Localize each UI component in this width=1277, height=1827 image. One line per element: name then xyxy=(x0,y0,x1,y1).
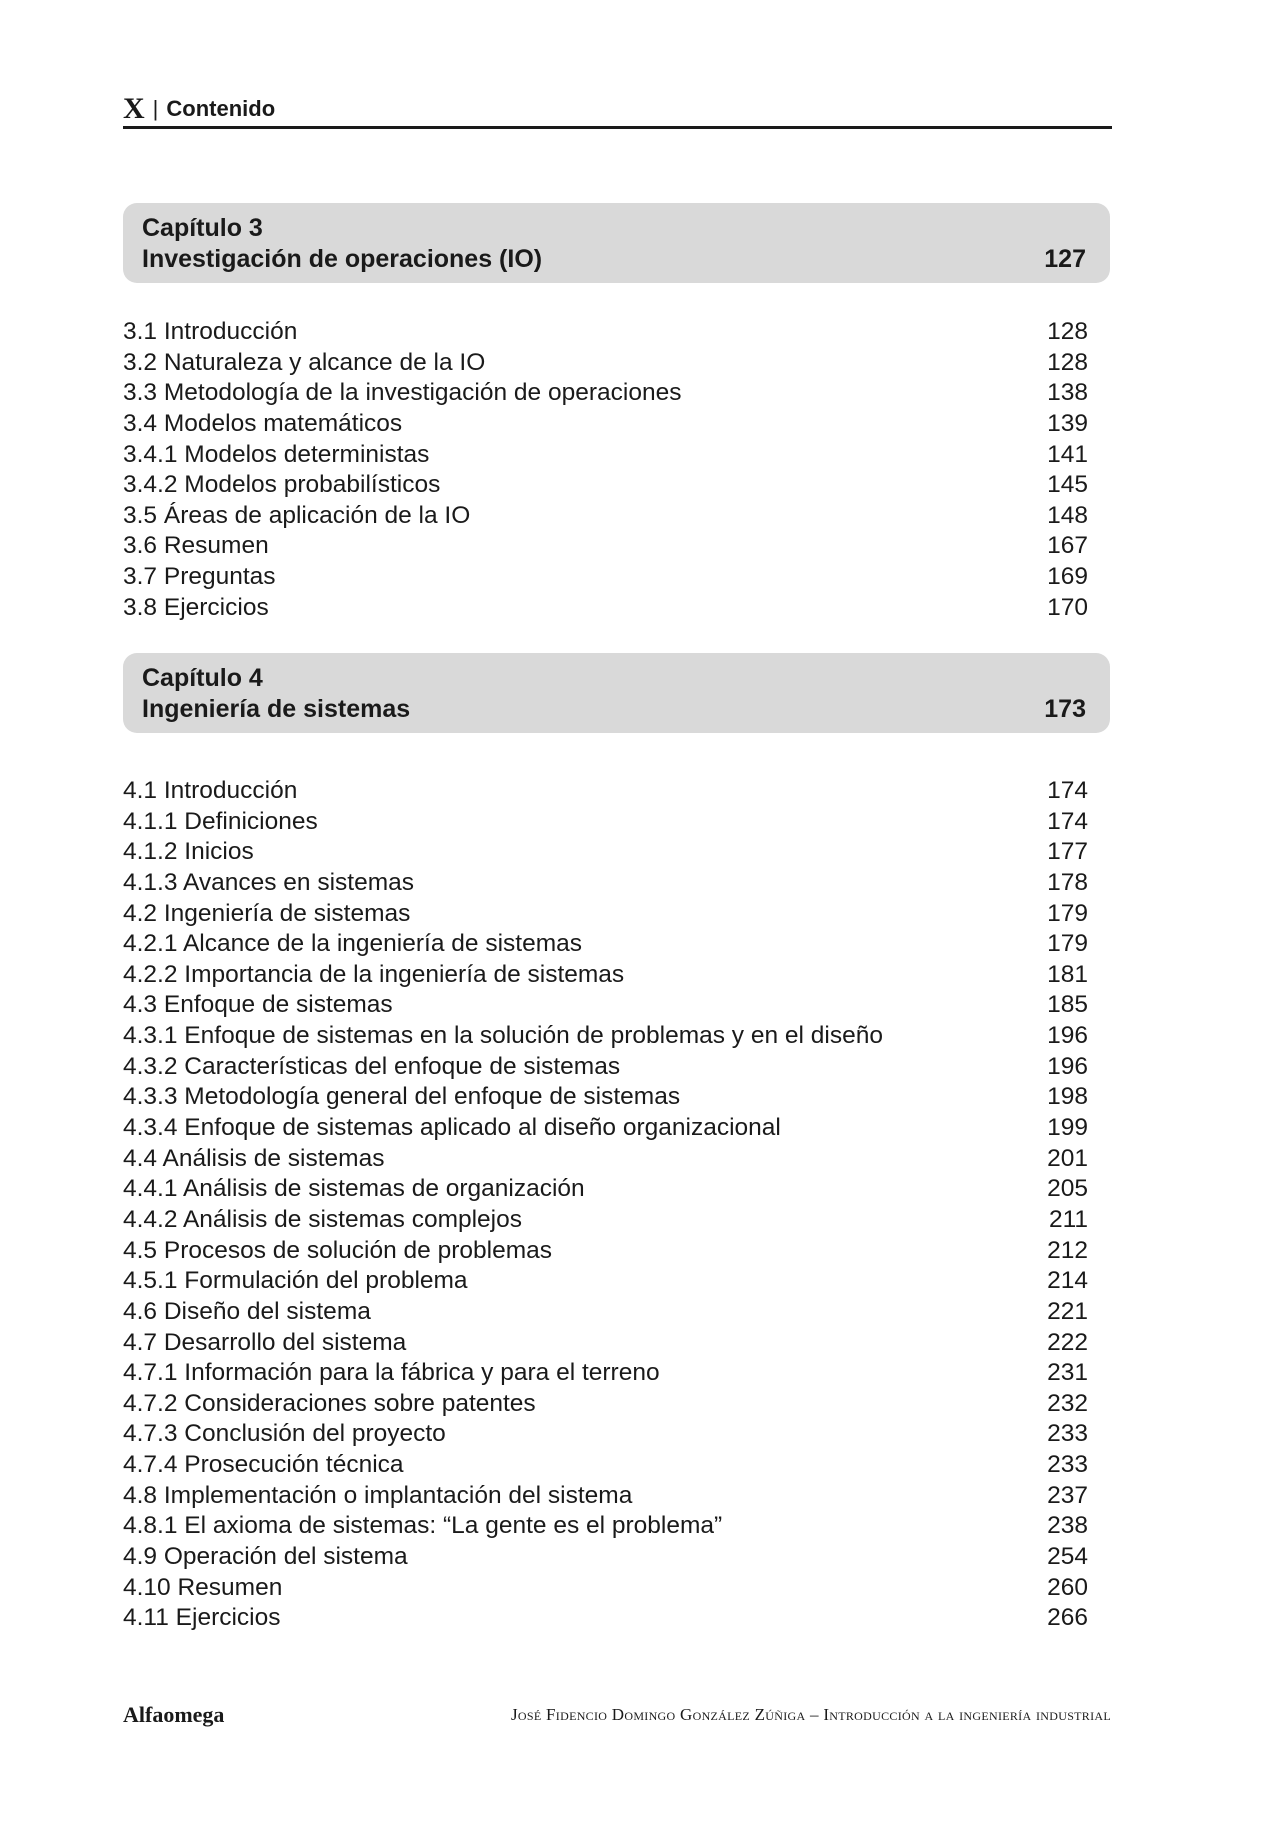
toc-entry[interactable] xyxy=(123,807,1088,838)
toc-entry-title: 3.8 Ejercicios xyxy=(123,593,269,621)
toc-entry-page: 232 xyxy=(1047,1389,1088,1417)
toc-entry-page: 128 xyxy=(1047,348,1088,376)
toc-entry[interactable] xyxy=(123,1113,1088,1144)
toc-entry[interactable] xyxy=(123,1205,1088,1236)
toc-entry[interactable] xyxy=(123,317,1088,348)
toc-entry-page: 233 xyxy=(1047,1420,1088,1448)
toc-entry-page: 221 xyxy=(1047,1297,1088,1325)
toc-entry-title: 4.3.1 Enfoque de sistemas en la solución de problemas y en el diseño xyxy=(123,1022,883,1050)
toc-entry-page: 214 xyxy=(1047,1267,1088,1295)
toc-entry-title: 4.1.3 Avances en sistemas xyxy=(123,868,414,896)
chapter-title: Investigación de operaciones (IO) xyxy=(142,245,543,273)
toc-entry-title: 3.4 Modelos matemáticos xyxy=(123,409,403,437)
toc-entry[interactable] xyxy=(123,776,1088,807)
toc-entry-title: 3.6 Resumen xyxy=(123,532,269,560)
toc-entry-page: 260 xyxy=(1047,1573,1088,1601)
toc-entry-title: 4.7.1 Información para la fábrica y para el terreno xyxy=(123,1359,660,1387)
toc-entry-page: 266 xyxy=(1047,1604,1088,1632)
toc-entry[interactable] xyxy=(123,440,1088,471)
toc-entry-page: 181 xyxy=(1047,960,1088,988)
header-separator: | xyxy=(152,96,159,121)
publisher-name: Alfaomega xyxy=(123,1702,225,1727)
page-footer xyxy=(123,1700,1111,1730)
toc-entry-page: 145 xyxy=(1047,471,1088,499)
toc-entry-page: 138 xyxy=(1047,379,1088,407)
toc-entry[interactable] xyxy=(123,1358,1088,1389)
toc-entry-page: 128 xyxy=(1047,318,1088,345)
toc-entry-page: 169 xyxy=(1047,563,1088,591)
toc-entry-title: 4.1.1 Definiciones xyxy=(123,807,318,835)
toc-entry-title: 3.2 Naturaleza y alcance de la IO xyxy=(123,348,486,376)
toc-entry-title: 3.3 Metodología de la investigación de operaciones xyxy=(123,379,682,407)
toc-entry-title: 3.4.1 Modelos deterministas xyxy=(123,440,430,468)
chapter-page: 173 xyxy=(1044,695,1086,723)
toc-entry[interactable] xyxy=(123,1174,1088,1205)
toc-entry-title: 4.8 Implementación o implantación del sistema xyxy=(123,1481,633,1509)
toc-entry[interactable] xyxy=(123,1511,1088,1542)
toc-entry-title: 4.11 Ejercicios xyxy=(123,1604,281,1632)
toc-entry-page: 238 xyxy=(1047,1512,1088,1540)
toc-entry[interactable] xyxy=(123,1236,1088,1267)
chapter-4-entries xyxy=(123,776,1088,1634)
toc-entry-title: 4.6 Diseño del sistema xyxy=(123,1297,371,1325)
toc-entry[interactable] xyxy=(123,378,1088,409)
toc-entry-page: 222 xyxy=(1047,1328,1088,1356)
toc-entry[interactable] xyxy=(123,470,1088,501)
toc-entry-title: 4.3.3 Metodología general del enfoque de sistemas xyxy=(123,1083,681,1111)
toc-entry-title: 4.7.4 Prosecución técnica xyxy=(123,1451,404,1479)
toc-entry[interactable] xyxy=(123,1144,1088,1175)
toc-entry[interactable] xyxy=(123,1297,1088,1328)
toc-entry[interactable] xyxy=(123,1481,1088,1512)
toc-entry-page: 178 xyxy=(1047,868,1088,896)
toc-entry-page: 198 xyxy=(1047,1083,1088,1111)
toc-entry-page: 205 xyxy=(1047,1175,1088,1203)
toc-entry-title: 4.4.1 Análisis de sistemas de organización xyxy=(123,1175,585,1203)
toc-entry-title: 4.7 Desarrollo del sistema xyxy=(123,1328,407,1356)
toc-entry-title: 4.3.4 Enfoque de sistemas aplicado al diseño organizacional xyxy=(123,1114,781,1142)
toc-entry-title: 4.2.1 Alcance de la ingeniería de sistemas xyxy=(123,930,582,958)
toc-entry-page: 141 xyxy=(1047,440,1088,468)
toc-entry-title: 3.4.2 Modelos probabilísticos xyxy=(123,471,441,499)
toc-entry[interactable] xyxy=(123,1266,1088,1297)
chapter-heading-4[interactable] xyxy=(123,653,1110,733)
toc-entry-title: 4.1 Introducción xyxy=(123,777,298,804)
toc-entry-title: 4.4.2 Análisis de sistemas complejos xyxy=(123,1205,522,1233)
toc-entry-title: 4.2.2 Importancia de la ingeniería de sistemas xyxy=(123,960,625,988)
chapter-heading-3[interactable] xyxy=(123,203,1110,283)
toc-entry[interactable] xyxy=(123,1573,1088,1604)
toc-entry-title: 4.10 Resumen xyxy=(123,1573,283,1601)
toc-entry-page: 201 xyxy=(1047,1144,1088,1172)
toc-entry-page: 179 xyxy=(1047,899,1088,927)
toc-entry-page: 139 xyxy=(1047,409,1088,437)
toc-entry-page: 212 xyxy=(1047,1236,1088,1264)
toc-entry-page: 196 xyxy=(1047,1052,1088,1080)
toc-entry[interactable] xyxy=(123,837,1088,868)
toc-entry-page: 177 xyxy=(1047,838,1088,866)
toc-entry[interactable] xyxy=(123,531,1088,562)
toc-entry-page: 233 xyxy=(1047,1451,1088,1479)
toc-entry[interactable] xyxy=(123,1603,1088,1634)
toc-entry-page: 179 xyxy=(1047,930,1088,958)
toc-entry-page: 148 xyxy=(1047,501,1088,529)
book-credit: José Fidencio Domingo González Zúñiga – Introducción a la ingeniería industrial xyxy=(511,1705,1111,1724)
toc-entry[interactable] xyxy=(123,990,1088,1021)
toc-entry[interactable] xyxy=(123,1419,1088,1450)
toc-entry-title: 4.7.2 Consideraciones sobre patentes xyxy=(123,1389,536,1417)
toc-entry[interactable] xyxy=(123,1082,1088,1113)
chapter-title: Ingeniería de sistemas xyxy=(142,695,411,723)
toc-entry[interactable] xyxy=(123,1021,1088,1052)
chapter-label: Capítulo 3 xyxy=(142,214,263,242)
toc-entry[interactable] xyxy=(123,1389,1088,1420)
toc-entry-page: 167 xyxy=(1047,532,1088,560)
toc-entry[interactable] xyxy=(123,501,1088,532)
toc-entry[interactable] xyxy=(123,1328,1088,1359)
toc-entry[interactable] xyxy=(123,562,1088,593)
toc-entry[interactable] xyxy=(123,409,1088,440)
page-header xyxy=(123,94,1112,129)
toc-entry-title: 3.5 Áreas de aplicación de la IO xyxy=(123,501,471,529)
toc-entry[interactable] xyxy=(123,1052,1088,1083)
toc-entry-page: 174 xyxy=(1047,777,1088,804)
toc-entry-title: 3.1 Introducción xyxy=(123,318,298,345)
toc-entry-page: 211 xyxy=(1048,1205,1088,1233)
toc-entry-page: 196 xyxy=(1047,1022,1088,1050)
toc-entry[interactable] xyxy=(123,1542,1088,1573)
toc-entry[interactable] xyxy=(123,899,1088,930)
toc-entry-title: 4.3 Enfoque de sistemas xyxy=(123,991,393,1019)
toc-entry[interactable] xyxy=(123,1450,1088,1481)
toc-entry-title: 4.8.1 El axioma de sistemas: “La gente es el problema” xyxy=(123,1512,723,1540)
toc-entry-title: 4.5.1 Formulación del problema xyxy=(123,1267,468,1295)
toc-entry-page: 174 xyxy=(1047,807,1088,835)
toc-entry[interactable] xyxy=(123,593,1088,624)
toc-entry[interactable] xyxy=(123,348,1088,379)
toc-entry[interactable] xyxy=(123,929,1088,960)
chapter-page: 127 xyxy=(1044,245,1086,273)
toc-entry-page: 199 xyxy=(1047,1114,1088,1142)
toc-entry-page: 231 xyxy=(1047,1359,1088,1387)
toc-entry-page: 170 xyxy=(1047,593,1088,621)
toc-entry-title: 4.2 Ingeniería de sistemas xyxy=(123,899,411,927)
chapter-3-entries xyxy=(123,317,1088,623)
header-title: Contenido xyxy=(166,96,276,121)
toc-entry-title: 4.5 Procesos de solución de problemas xyxy=(123,1236,553,1264)
toc-entry[interactable] xyxy=(123,868,1088,899)
toc-entry-page: 254 xyxy=(1047,1543,1088,1571)
toc-entry-page: 185 xyxy=(1047,991,1088,1019)
toc-entry-title: 4.1.2 Inicios xyxy=(123,838,254,866)
toc-entry-title: 4.4 Análisis de sistemas xyxy=(123,1144,385,1172)
toc-entry-title: 4.7.3 Conclusión del proyecto xyxy=(123,1420,446,1448)
toc-entry[interactable] xyxy=(123,960,1088,991)
toc-entry-title: 4.3.2 Características del enfoque de sistemas xyxy=(123,1052,621,1080)
page-number-roman: X xyxy=(123,92,145,125)
toc-entry-title: 4.9 Operación del sistema xyxy=(123,1543,408,1571)
chapter-label: Capítulo 4 xyxy=(142,664,263,692)
toc-entry-page: 237 xyxy=(1047,1481,1088,1509)
toc-entry-title: 3.7 Preguntas xyxy=(123,563,276,591)
